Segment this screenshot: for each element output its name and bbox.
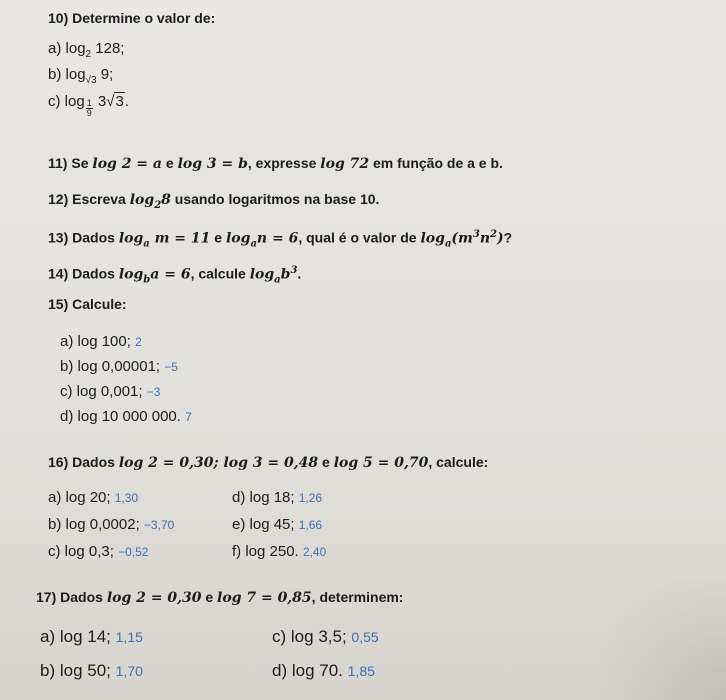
q13-text: 13) Dados $\log_a m = 11$ e $\log_an = 6$, qual é o valor de $\log_a(m^3n^2)$? <box>48 229 513 250</box>
handwritten-answer: 1,30 <box>114 491 139 505</box>
q17-item-c: c) log 3,5; 0,55 <box>272 627 379 646</box>
q14-text: 14) Dados $\log_ba = 6$, calcule $\log_ab^3$. <box>48 265 302 286</box>
q10-item-a: a) $\log_2 128$; <box>48 40 125 60</box>
handwritten-answer: 1,15 <box>115 629 143 645</box>
handwritten-answer: 2,40 <box>302 545 327 559</box>
q16-item-d: d) log 18; 1,26 <box>232 489 323 506</box>
q10-item-c: c) log $\frac{1}{9}$ 3√3. <box>48 93 129 118</box>
handwritten-answer: 0,55 <box>351 629 379 645</box>
q15-title: 15) Calcule: <box>48 296 127 312</box>
handwritten-answer: 7 <box>185 410 192 424</box>
handwritten-answer: 1,70 <box>115 663 143 679</box>
handwritten-answer: 1,66 <box>298 518 323 532</box>
q15-item-a: a) log 100; 2 <box>60 333 142 350</box>
q16-item-a: a) log 20; 1,30 <box>48 489 139 506</box>
handwritten-answer: −5 <box>164 360 178 374</box>
q16-item-b: b) log 0,0002; −3,70 <box>48 516 175 533</box>
q15-item-c: c) log 0,001; −3 <box>60 383 161 400</box>
q16-item-f: f) log 250. 2,40 <box>232 543 327 560</box>
q10-title: 10) Determine o valor de: <box>48 10 216 26</box>
q17-item-d: d) log 70. 1,85 <box>272 661 375 680</box>
paper-shadow <box>566 580 726 700</box>
q12-text: 12) Escreva $\log_28$ usando logaritmos na base 10. <box>48 191 380 211</box>
q17-item-b: b) log 50; 1,70 <box>40 661 143 680</box>
q16-item-c: c) log 0,3; −0,52 <box>48 543 149 560</box>
handwritten-answer: −0,52 <box>118 545 149 559</box>
q15-item-b: b) log 0,00001; −5 <box>60 358 178 375</box>
fraction: $\frac{1}{9}$ <box>86 98 92 118</box>
handwritten-answer: −3,70 <box>143 518 175 532</box>
handwritten-answer: 2 <box>135 335 142 349</box>
handwritten-answer: 1,26 <box>298 491 323 505</box>
handwritten-answer: −3 <box>146 385 161 399</box>
q17-text: 17) Dados log 2 = 0,30 e log 7 = 0,85, determinem: <box>36 589 404 606</box>
q11-text: 11) Se log 2 = a e log 3 = b, expresse log 72 em função de a e b. <box>48 155 503 172</box>
q16-item-e: e) log 45; 1,66 <box>232 516 323 533</box>
q16-text: 16) Dados log 2 = 0,30; log 3 = 0,48 e log 5 = 0,70, calcule: <box>48 454 489 471</box>
q17-item-a: a) log 14; 1,15 <box>40 627 143 646</box>
handwritten-answer: 1,85 <box>347 663 375 679</box>
q15-item-d: d) log 10 000 000. 7 <box>60 408 192 425</box>
q10-item-b: b) $\log_{√3} 9$; <box>48 66 114 86</box>
